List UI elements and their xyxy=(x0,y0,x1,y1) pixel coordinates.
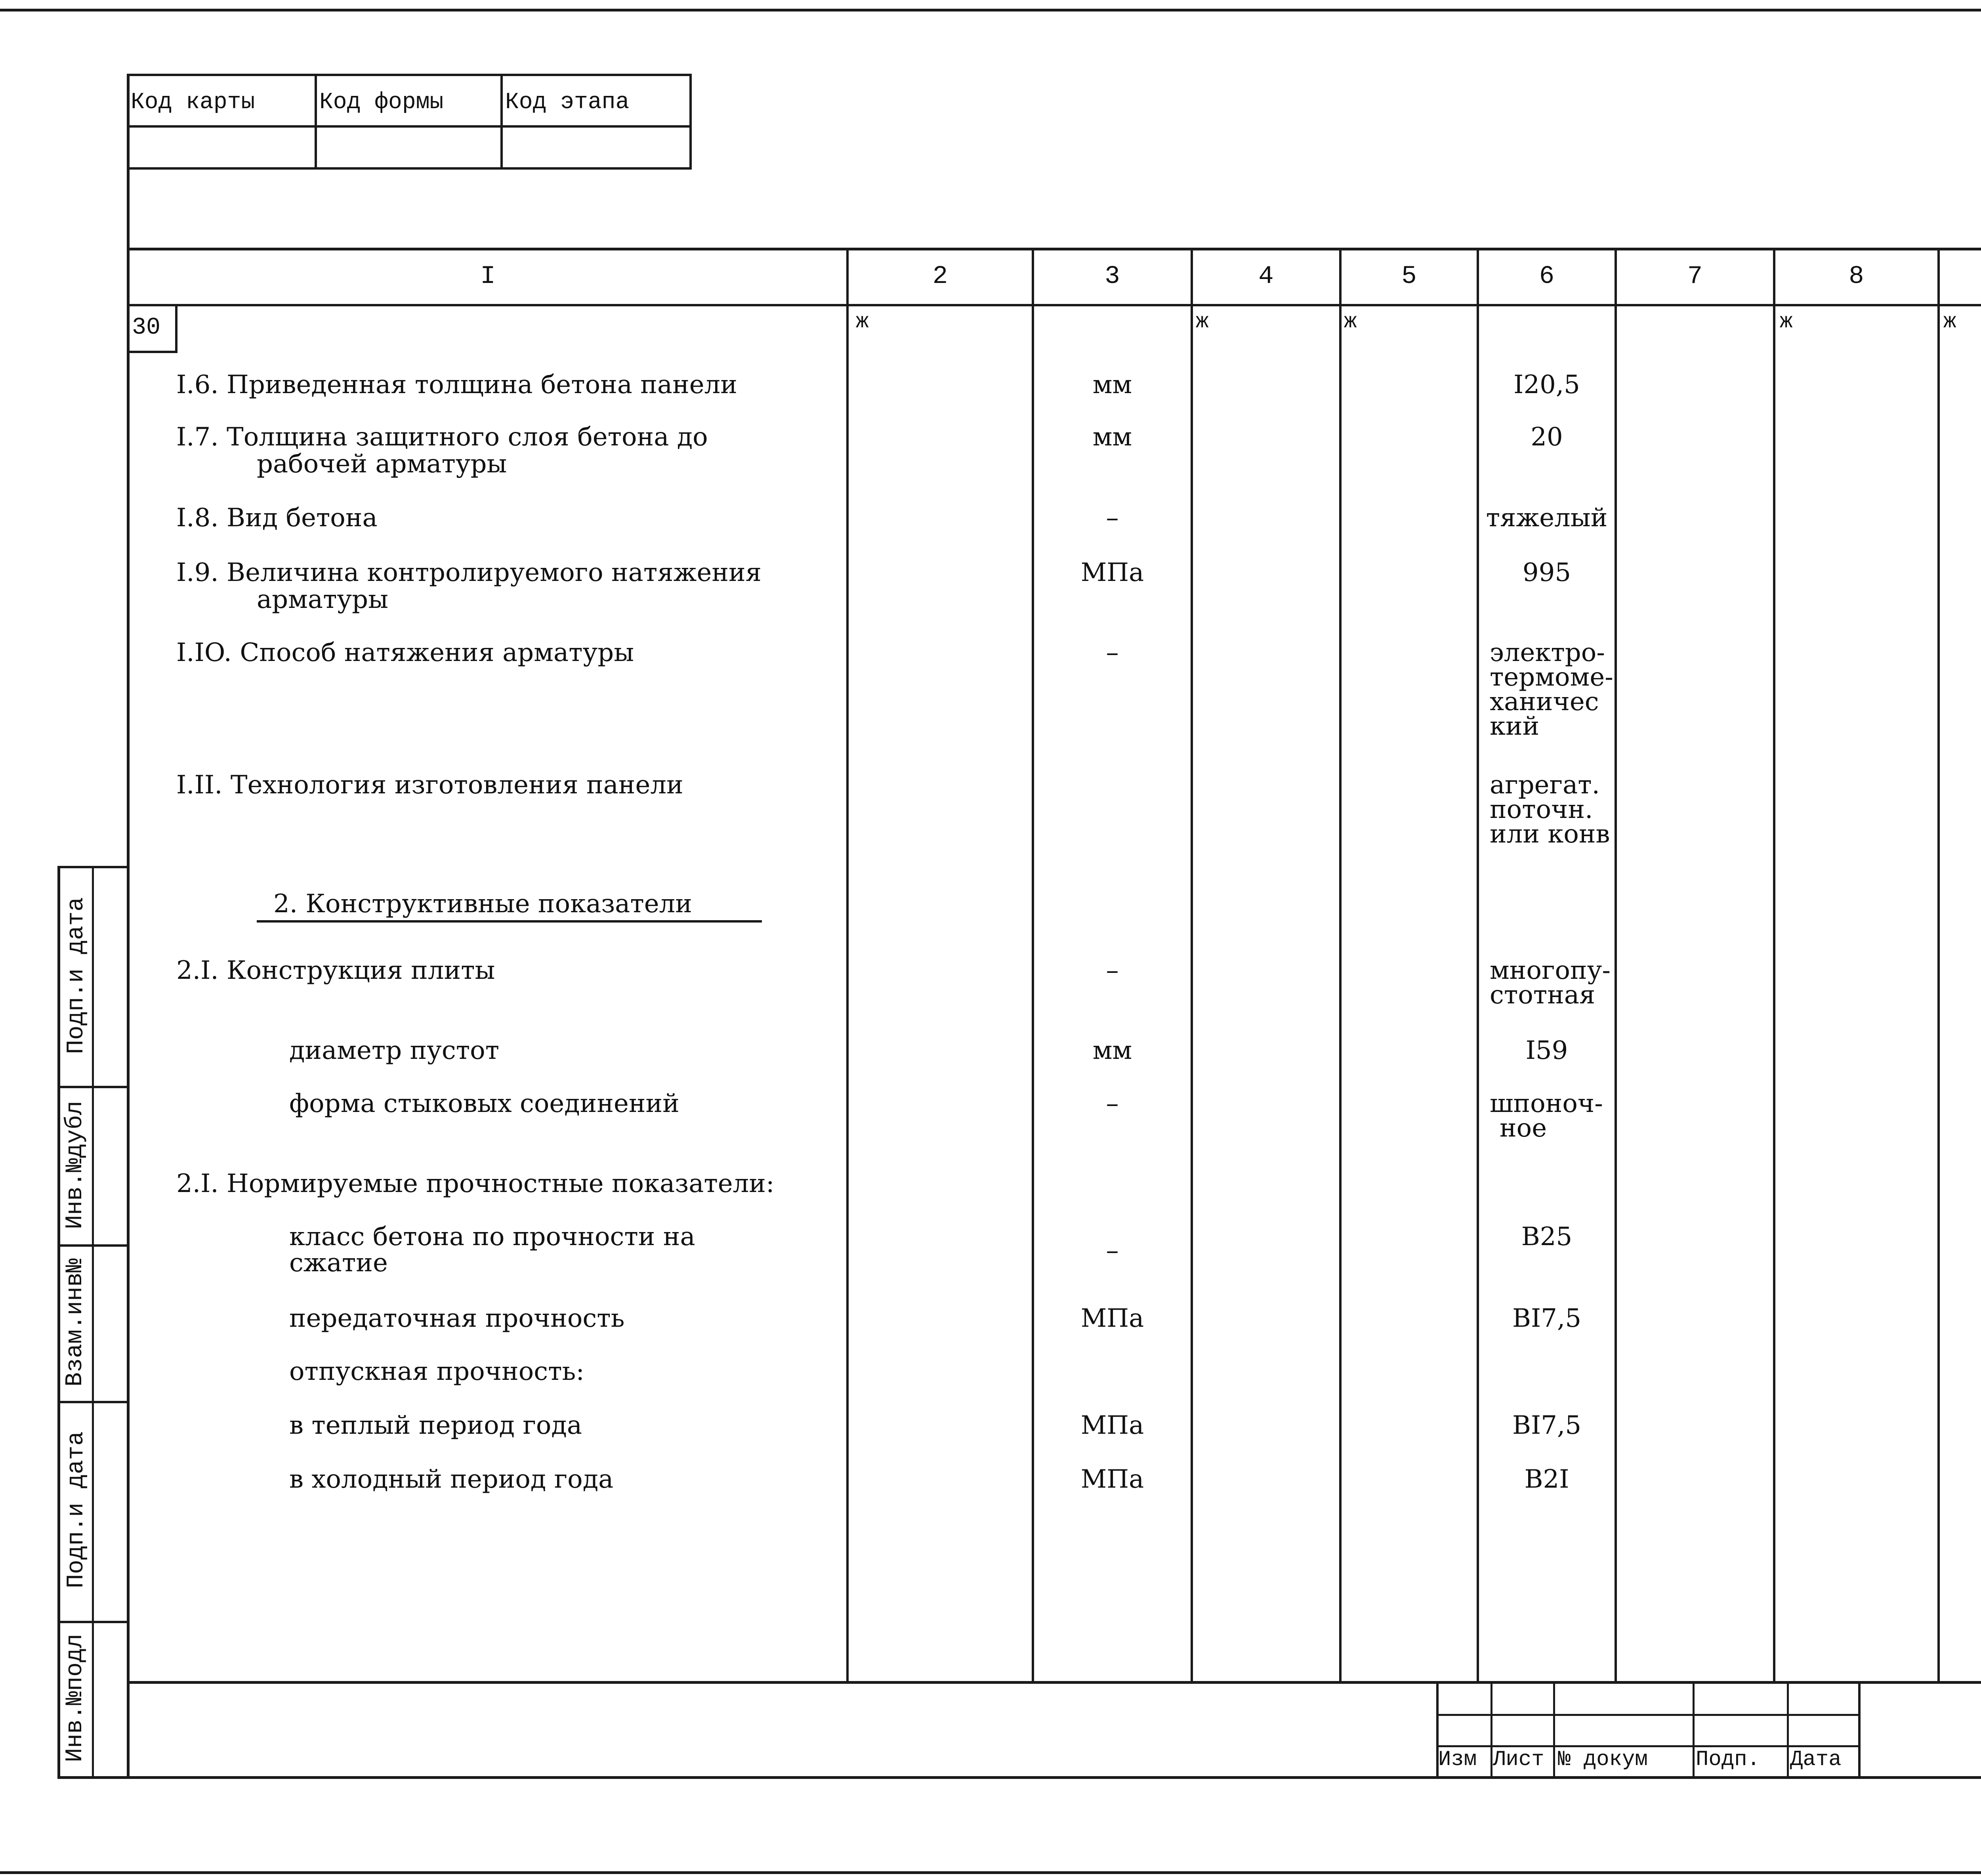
row-code: 30 xyxy=(132,314,161,341)
row-label: 2.I. Конструкция плиты xyxy=(176,956,495,985)
stamp-div-c xyxy=(1553,1681,1555,1778)
stamp-header-date: Дата xyxy=(1790,1748,1842,1772)
side-label-replace-inv: Взам.инв№ xyxy=(62,1258,89,1387)
row-value: тяжелый xyxy=(1486,503,1608,533)
row-label: диаметр пустот xyxy=(289,1036,500,1065)
stamp-header-doc-no: № докум xyxy=(1558,1748,1648,1772)
side-strip-mid xyxy=(92,866,94,1777)
col-sep-6 xyxy=(1615,248,1617,1682)
row-unit: – xyxy=(1106,1236,1119,1265)
main-frame-left xyxy=(127,74,130,1778)
row-unit: мм xyxy=(1092,370,1132,399)
code-card-header: Код карты xyxy=(131,90,255,115)
side-label-sign-date-2: Подп.и дата xyxy=(63,1431,90,1589)
row-label: передаточная прочность xyxy=(289,1304,625,1333)
codes-div-1 xyxy=(315,74,317,170)
bottom-border xyxy=(0,1871,1981,1874)
row-label: I.7. Толщина защитного слоя бетона до xyxy=(176,422,708,452)
stamp-div-e xyxy=(1787,1681,1789,1778)
row-label: I.IO. Способ натяжения арматуры xyxy=(176,638,634,667)
star-mark-col9: ж xyxy=(1943,310,1956,334)
col-header-3: 3 xyxy=(1105,262,1120,291)
row-unit: – xyxy=(1106,638,1119,667)
row-value: шпоноч- xyxy=(1490,1089,1603,1118)
row-value-cont: термоме- xyxy=(1490,663,1613,692)
row-unit: МПа xyxy=(1080,558,1144,587)
star-mark-col8: ж xyxy=(1780,310,1793,334)
row-code-box-bottom xyxy=(127,351,177,353)
row-label: отпускная прочность: xyxy=(289,1357,584,1386)
stamp-row-2 xyxy=(1436,1745,1860,1747)
row-value-cont: поточн. xyxy=(1490,795,1593,824)
table-header-bottom xyxy=(127,304,1981,306)
row-label: I.9. Величина контролируемого натяжения xyxy=(176,558,762,587)
col-header-4: 4 xyxy=(1258,262,1274,291)
stamp-row-1 xyxy=(1436,1714,1860,1716)
row-unit: – xyxy=(1106,1089,1119,1118)
row-value: агрегат. xyxy=(1490,770,1600,800)
col-header-1: I xyxy=(480,262,496,291)
row-label: форма стыковых соединений xyxy=(289,1089,679,1118)
row-unit: мм xyxy=(1092,1036,1132,1065)
col-sep-1 xyxy=(846,248,849,1682)
table-header-top xyxy=(127,248,1981,250)
row-label: I.II. Технология изготовления панели xyxy=(176,770,683,800)
codes-top xyxy=(127,74,691,76)
col-header-2: 2 xyxy=(932,262,948,291)
row-value: многопу- xyxy=(1490,956,1611,985)
col-sep-3 xyxy=(1191,248,1193,1682)
row-label: в теплый период года xyxy=(289,1411,582,1440)
row-code-box-right xyxy=(175,306,177,353)
star-mark-col2: ж xyxy=(856,310,869,334)
stamp-div-b xyxy=(1491,1681,1492,1778)
row-label: 2.I. Нормируемые прочностные показатели: xyxy=(176,1169,775,1198)
star-mark-col5: ж xyxy=(1344,310,1357,334)
col-header-7: 7 xyxy=(1687,262,1703,291)
stamp-header-sheet: Лист xyxy=(1493,1748,1544,1772)
code-form-header: Код формы xyxy=(319,90,444,115)
col-sep-8 xyxy=(1937,248,1940,1682)
row-value: BI7,5 xyxy=(1512,1304,1582,1333)
row-label: I.8. Вид бетона xyxy=(176,503,378,533)
codes-div-2 xyxy=(500,74,503,170)
row-value: B25 xyxy=(1521,1222,1573,1251)
side-label-dup-inv: Инв.№дубл xyxy=(62,1100,89,1230)
row-label-cont: арматуры xyxy=(257,585,389,614)
code-stage-header: Код этапа xyxy=(505,90,630,115)
section-underline xyxy=(257,920,762,923)
row-unit: МПа xyxy=(1080,1411,1144,1440)
row-value: электро- xyxy=(1490,638,1605,667)
stamp-header-change: Изм xyxy=(1438,1748,1477,1772)
row-value-cont: или конв xyxy=(1490,820,1610,849)
star-mark-col4: ж xyxy=(1196,310,1209,334)
stamp-div-f xyxy=(1858,1681,1861,1778)
col-header-6: 6 xyxy=(1539,262,1555,291)
row-label: класс бетона по прочности на xyxy=(289,1222,695,1251)
codes-mid xyxy=(127,125,691,128)
row-value: I20,5 xyxy=(1513,370,1580,399)
row-value-cont: ханичес xyxy=(1490,687,1599,716)
col-sep-7 xyxy=(1773,248,1775,1682)
col-sep-4 xyxy=(1339,248,1342,1682)
row-value: 995 xyxy=(1522,558,1571,587)
stamp-header-sign: Подп. xyxy=(1696,1748,1760,1772)
codes-div-3 xyxy=(689,74,692,170)
row-unit: МПа xyxy=(1080,1465,1144,1494)
side-label-sign-date-1: Подп.и дата xyxy=(63,897,90,1055)
row-label: в холодный период года xyxy=(289,1465,614,1494)
row-value-cont: ное xyxy=(1500,1114,1547,1143)
table-body-bottom xyxy=(127,1681,1981,1684)
section-heading: 2. Конструктивные показатели xyxy=(273,889,692,919)
codes-bottom xyxy=(127,167,691,170)
row-value-cont: кий xyxy=(1490,712,1540,741)
side-strip-left xyxy=(57,866,60,1777)
row-value-cont: стотная xyxy=(1490,980,1595,1010)
row-value: 20 xyxy=(1531,422,1563,452)
col-header-5: 5 xyxy=(1401,262,1417,291)
row-unit: – xyxy=(1106,503,1119,533)
col-header-8: 8 xyxy=(1849,262,1864,291)
row-value: I59 xyxy=(1525,1036,1568,1065)
row-value: B2I xyxy=(1524,1465,1569,1494)
row-value: BI7,5 xyxy=(1512,1411,1582,1440)
row-unit: МПа xyxy=(1080,1304,1144,1333)
row-unit: мм xyxy=(1092,422,1132,452)
stamp-div-d xyxy=(1693,1681,1695,1778)
col-header-9 xyxy=(1940,262,1981,291)
side-label-orig-inv: Инв.№подл xyxy=(62,1633,89,1763)
top-border xyxy=(0,9,1981,11)
row-label-cont: сжатие xyxy=(289,1248,388,1278)
row-unit: – xyxy=(1106,956,1119,985)
row-label: I.6. Приведенная толщина бетона панели xyxy=(176,370,737,399)
row-label-cont: рабочей арматуры xyxy=(257,449,507,479)
